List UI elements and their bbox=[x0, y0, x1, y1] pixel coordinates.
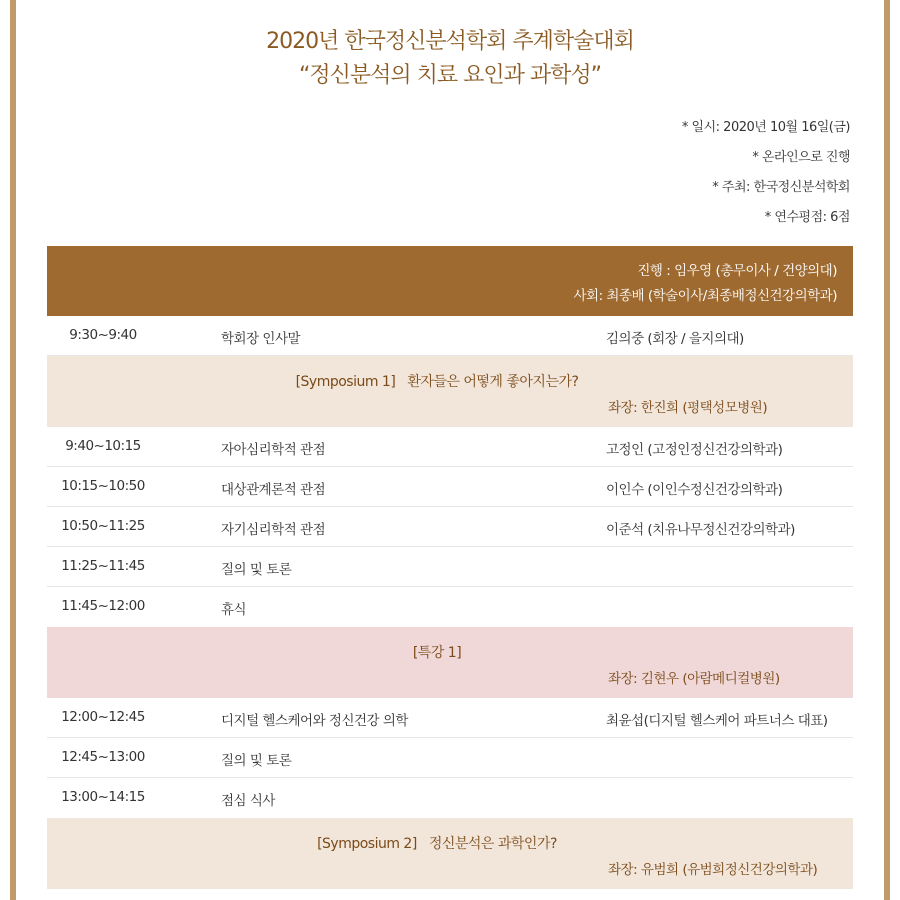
table-row bbox=[47, 427, 853, 467]
table-row bbox=[47, 738, 853, 778]
row-topic: 휴식 bbox=[221, 602, 247, 618]
special-lecture1-header bbox=[47, 627, 853, 698]
symposium1-header bbox=[47, 356, 853, 427]
row-topic: 자아심리학적 관점 bbox=[221, 442, 326, 458]
table-row bbox=[47, 698, 853, 738]
symposium2-chair: 좌장: 유범희 (유범희정신건강의학과) bbox=[608, 862, 818, 878]
row-topic: 질의 및 토론 bbox=[221, 753, 292, 769]
special-lecture1-chair: 좌장: 김현우 (아람메디컬병원) bbox=[608, 671, 780, 687]
symposium2-tag: [Symposium 2] bbox=[317, 836, 417, 852]
table-row bbox=[47, 778, 853, 818]
page-title: 2020년 한국정신분석학회 추계학술대회 bbox=[266, 29, 634, 54]
row-time: 12:00~12:45 bbox=[61, 709, 145, 725]
row-topic: 디지털 헬스케어와 정신건강 의학 bbox=[221, 713, 408, 729]
row-speaker: 최윤섭(디지털 헬스케어 파트너스 대표) bbox=[606, 713, 828, 729]
page-subtitle: “정신분석의 치료 요인과 과학성” bbox=[298, 63, 602, 88]
row-time: 9:40~10:15 bbox=[65, 438, 141, 454]
row-time: 9:30~9:40 bbox=[69, 327, 137, 343]
row-topic: 학회장 인사말 bbox=[221, 331, 301, 347]
row-speaker: 고정인 (고정인정신건강의학과) bbox=[606, 442, 783, 458]
symposium1-title: 환자들은 어떻게 좋아지는가? bbox=[407, 374, 579, 390]
row-time: 11:25~11:45 bbox=[61, 558, 145, 574]
table-row bbox=[47, 467, 853, 507]
row-topic: 질의 및 토론 bbox=[221, 562, 292, 578]
row-speaker: 이인수 (이인수정신건강의학과) bbox=[606, 482, 783, 498]
row-topic: 대상관계론적 관점 bbox=[221, 482, 326, 498]
symposium1-tag: [Symposium 1] bbox=[295, 374, 396, 390]
table-row bbox=[47, 587, 853, 627]
special-lecture1-title: [특강 1] bbox=[412, 645, 462, 661]
moderator-text: 진행 : 임우영 (총무이사 / 건양의대) bbox=[637, 263, 837, 279]
row-time: 12:45~13:00 bbox=[61, 749, 145, 765]
row-topic: 자기심리학적 관점 bbox=[221, 522, 326, 538]
chair-text: 사회: 최종배 (학술이사/최종배정신건강의학과) bbox=[573, 288, 837, 304]
info-date: * 일시: 2020년 10월 16일(금) bbox=[681, 120, 850, 135]
host-band bbox=[47, 246, 853, 316]
row-time: 13:00~14:15 bbox=[61, 789, 145, 805]
row-speaker: 이준석 (치유나무정신건강의학과) bbox=[606, 522, 795, 538]
info-credits: * 연수평점: 6점 bbox=[764, 210, 850, 225]
left-frame-border bbox=[10, 0, 16, 900]
row-time: 11:45~12:00 bbox=[61, 598, 145, 614]
info-online: * 온라인으로 진행 bbox=[752, 150, 850, 165]
row-speaker: 김의중 (회장 / 을지의대) bbox=[606, 331, 744, 347]
symposium2-title: 정신분석은 과학인가? bbox=[428, 836, 557, 852]
row-topic: 점심 식사 bbox=[221, 793, 275, 809]
row-time: 10:15~10:50 bbox=[61, 478, 145, 494]
symposium1-chair: 좌장: 한진희 (평택성모병원) bbox=[608, 400, 768, 416]
table-row bbox=[47, 547, 853, 587]
row-time: 10:50~11:25 bbox=[61, 518, 145, 534]
program-table bbox=[47, 246, 853, 889]
table-row bbox=[47, 507, 853, 547]
table-row bbox=[47, 316, 853, 356]
right-frame-border bbox=[884, 0, 890, 900]
info-host-org: * 주최: 한국정신분석학회 bbox=[712, 180, 850, 195]
symposium2-header bbox=[47, 818, 853, 889]
